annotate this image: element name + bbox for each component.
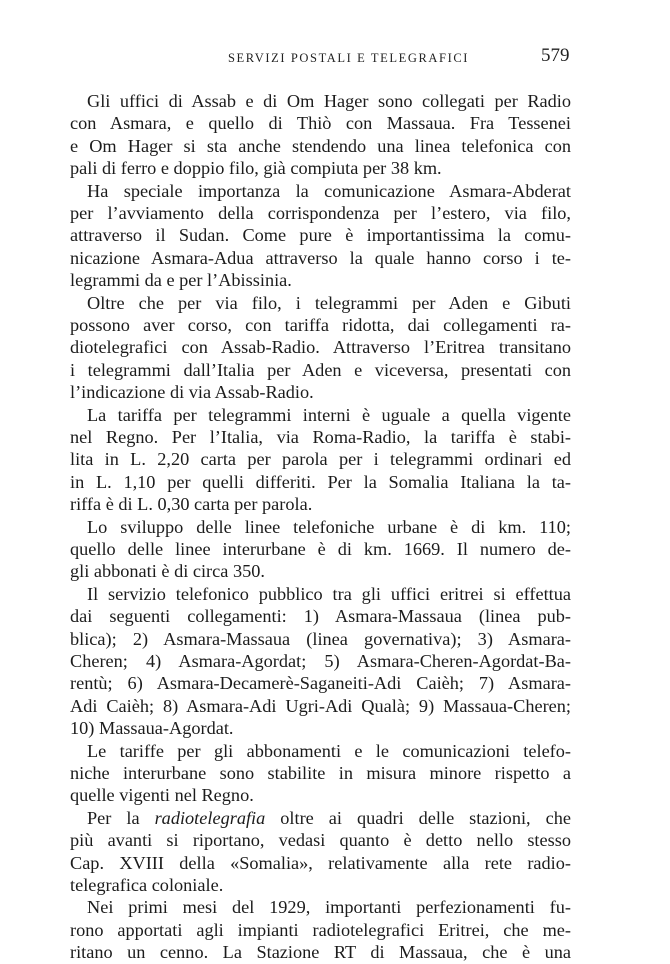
text-line: quello delle linee interurbane è di km. 1669. Il numero de-: [70, 539, 571, 559]
text-line: diotelegrafici con Assab-Radio. Attraverso l’Eritrea transitano: [70, 337, 571, 358]
text-line: lita in L. 2,20 carta per parola per i telegrammi ordinari ed: [70, 449, 571, 470]
text-line: 10) Massaua-Agordat.: [70, 718, 234, 739]
text-line: pali di ferro e doppio filo, già compiuta per 38 km.: [70, 158, 442, 179]
text-line: legrammi da e per l’Abissinia.: [70, 270, 292, 291]
text-line: rentù; 6) Asmara-Decamerè-Saganeiti-Adi Caièh; 7) Asmara-: [70, 673, 571, 694]
text-line: Le tariffe per gli abbonamenti e le comunicazioni telefo-: [87, 740, 571, 761]
text-line: Nei primi mesi del 1929, importanti perfezionamenti fu-: [87, 897, 571, 918]
text-line-prefix: Per la: [87, 807, 140, 828]
text-line: La tariffa per telegrammi interni è uguale a quella vigente: [87, 404, 571, 425]
text-line: telegrafica coloniale.: [70, 875, 224, 895]
text-line: gli abbonati è di circa 350.: [70, 561, 265, 582]
text-line: l’indicazione di via Assab-Radio.: [70, 382, 314, 403]
text-line: più avanti si riportano, vedasi quanto è detto nello stesso: [70, 830, 571, 851]
text-line: [87, 806, 571, 830]
text-line: rono apportati agli impianti radiotelegrafici Eritrei, che me-: [70, 919, 571, 940]
text-line: Gli uffici di Assab e di Om Hager sono collegati per Radio: [87, 91, 571, 111]
text-line: riffa è di L. 0,30 carta per parola.: [70, 494, 313, 515]
text-line: blica); 2) Asmara-Massaua (linea governativa); 3) Asmara-: [70, 628, 571, 649]
text-line: e Om Hager si sta anche stendendo una linea telefonica con: [70, 135, 571, 156]
text-line: attraverso il Sudan. Come pure è importantissima la comu-: [70, 225, 571, 246]
text-line: ritano un cenno. La Stazione RT di Massaua, che è una: [70, 942, 571, 963]
text-line: con Asmara, e quello di Thiò con Massaua. Fra Tessenei: [70, 113, 571, 134]
text-line: i telegrammi dall’Italia per Aden e viceversa, presentati con: [70, 359, 571, 380]
text-line: Il servizio telefonico pubblico tra gli uffici eritrei si effettua: [87, 583, 571, 604]
text-line: Lo sviluppo delle linee telefoniche urbane è di km. 110;: [87, 516, 571, 537]
text-line: dai seguenti collegamenti: 1) Asmara-Massaua (linea pub-: [70, 606, 571, 627]
text-line: niche interurbane sono stabilite in misura minore rispetto a: [70, 763, 571, 783]
text-line: Adi Caièh; 8) Asmara-Adi Ugri-Adi Qualà; 9) Massaua-Cheren;: [70, 695, 571, 716]
text-line: Ha speciale importanza la comunicazione Asmara-Abderat: [87, 180, 571, 201]
italic-term: radiotelegrafia: [154, 807, 266, 828]
text-line: nel Regno. Per l’Italia, via Roma-Radio, la tariffa è stabi-: [70, 427, 571, 447]
text-line: possono aver corso, con tariffa ridotta, dai collegamenti ra-: [70, 315, 571, 335]
text-line: Oltre che per via filo, i telegrammi per Aden e Gibuti: [87, 292, 571, 313]
text-line: Cap. XVIII della «Somalia», relativamente alla rete radio-: [70, 852, 571, 873]
text-line: per l’avviamento della corrispondenza per l’estero, via filo,: [70, 203, 571, 223]
text-line: quelle vigenti nel Regno.: [70, 785, 254, 806]
text-line-rest: oltre ai quadri delle stazioni, che: [280, 807, 571, 828]
text-line: nicazione Asmara-Adua attraverso la quale hanno corso i te-: [70, 247, 571, 268]
page-number: 579: [541, 45, 570, 66]
running-head: SERVIZI POSTALI E TELEGRAFICI: [228, 51, 470, 65]
text-line: in L. 1,10 per quelli differiti. Per la Somalia Italiana la ta-: [70, 471, 571, 492]
text-line: Cheren; 4) Asmara-Agordat; 5) Asmara-Cheren-Agordat-Ba-: [70, 651, 571, 671]
